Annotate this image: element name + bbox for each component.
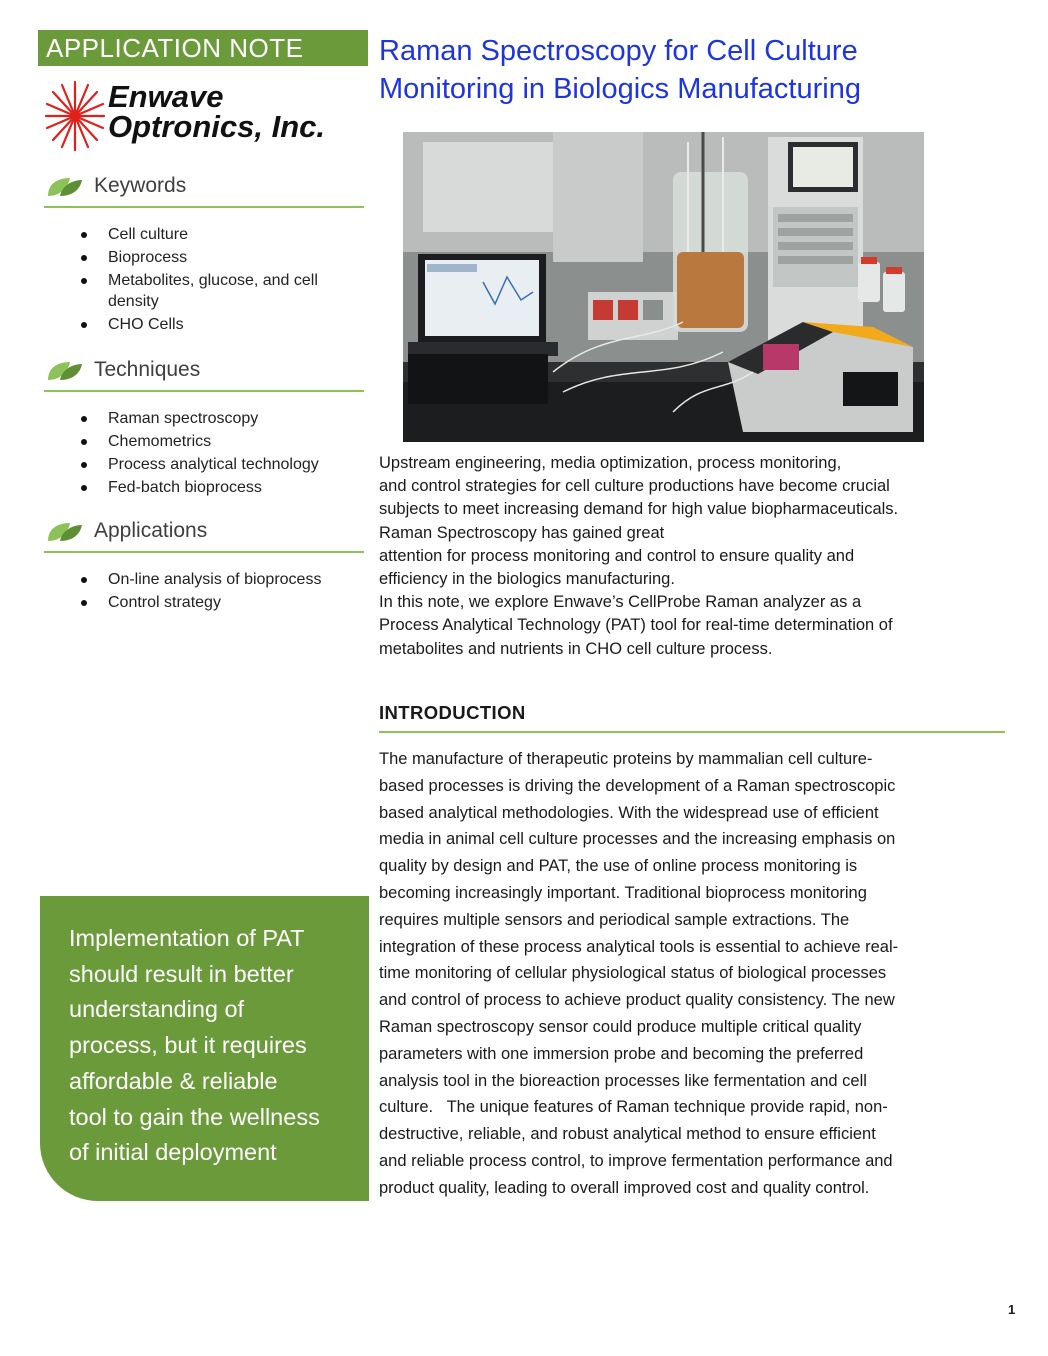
text-line: requires multiple sensors and periodical sample extractions. The (379, 910, 850, 929)
text-line: integration of these process analytical tools is essential to achieve real- (379, 937, 899, 956)
text-line: time monitoring of cellular physiological status of biological processes (379, 964, 887, 983)
text-line: Raman spectroscopy sensor could produce multiple critical quality (379, 1017, 862, 1036)
techniques-section (44, 354, 364, 500)
application-note-banner: APPLICATION NOTE (38, 30, 368, 66)
text-line: parameters with one immersion probe and becoming the preferred (379, 1044, 864, 1063)
text-line: Process Analytical Technology (PAT) tool for real-time determination of (379, 616, 893, 635)
list-item: CHO Cells (44, 314, 364, 335)
text-line: quality by design and PAT, the use of online process monitoring is (379, 857, 858, 876)
list-item-text: Metabolites, glucose, and cell density (108, 272, 318, 310)
callout-line: process, but it requires (69, 1032, 307, 1059)
list-item: Process analytical technology (44, 454, 364, 475)
title-line: Monitoring in Biologics Manufacturing (379, 73, 861, 105)
lab-setup-photo (403, 132, 924, 442)
text-line: based processes is driving the development of a Raman spectroscopic (379, 776, 896, 795)
list-item: Fed-batch bioprocess (44, 477, 364, 498)
document-title (379, 32, 1019, 108)
callout-line: tool to gain the wellness (69, 1103, 320, 1130)
list-item: On-line analysis of bioprocess (44, 569, 364, 590)
text-line: product quality, leading to overall improved cost and quality control. (379, 1178, 870, 1197)
company-name-line2: Optronics, Inc. (108, 109, 326, 144)
keywords-header (44, 170, 364, 208)
text-line: destructive, reliable, and robust analytical method to ensure efficient (379, 1125, 876, 1144)
callout-line: Implementation of PAT (69, 925, 305, 951)
callout-line: affordable & reliable (69, 1067, 278, 1094)
text-line: Raman Spectroscopy has gained great (379, 523, 665, 542)
applications-title: Applications (94, 519, 208, 542)
text-line: metabolites and nutrients in CHO cell culture process. (379, 639, 773, 658)
text-line: analysis tool in the bioreaction processes like fermentation and cell (379, 1071, 867, 1090)
keywords-section (44, 170, 364, 337)
text-line: Upstream engineering, media optimization, process monitoring, (379, 454, 842, 472)
list-item: Control strategy (44, 592, 364, 613)
keywords-title: Keywords (94, 174, 187, 197)
text-line: culture. The unique features of Raman technique provide rapid, non- (379, 1098, 888, 1117)
callout-line: of initial deployment (69, 1139, 277, 1166)
text-line: and reliable process control, to improve fermentation performance and (379, 1151, 893, 1170)
applications-list (44, 569, 364, 613)
callout-line: understanding of (69, 996, 245, 1023)
text-line: attention for process monitoring and control to ensure quality and (379, 546, 855, 565)
page-number: 1 (1008, 1302, 1016, 1317)
title-line: Raman Spectroscopy for Cell Culture (379, 35, 858, 67)
text-line: subjects to meet increasing demand for high value biopharmaceuticals. (379, 500, 899, 519)
text-line: media in animal cell culture processes and the increasing emphasis on (379, 830, 896, 849)
techniques-title: Techniques (94, 358, 201, 381)
list-item: Chemometrics (44, 431, 364, 452)
leaf-icon (46, 360, 84, 382)
company-name (108, 79, 326, 144)
company-logo (44, 78, 374, 158)
applications-section (44, 515, 364, 615)
company-name-line1: Enwave (108, 79, 224, 114)
text-line: and control strategies for cell culture productions have become crucial (379, 477, 890, 496)
callout-line: should result in better (69, 960, 294, 987)
text-line: and control of process to achieve product quality consistency. The new (379, 991, 895, 1010)
techniques-list (44, 408, 364, 498)
techniques-header (44, 354, 364, 392)
starburst-logo-icon (44, 80, 106, 152)
text-line: The manufacture of therapeutic proteins by mammalian cell culture- (379, 750, 873, 768)
list-item (44, 270, 364, 312)
bioreactor-photo-illustration (403, 132, 924, 442)
text-line: efficiency in the biologics manufacturing. (379, 570, 675, 589)
list-item: Bioprocess (44, 247, 364, 268)
keywords-list (44, 224, 364, 335)
introduction-body (379, 746, 1007, 1202)
applications-header (44, 515, 364, 553)
text-line: based analytical methodologies. With the widespread use of efficient (379, 803, 879, 822)
leaf-icon (46, 521, 84, 543)
pat-callout-box (40, 896, 369, 1201)
text-line: In this note, we explore Enwave’s CellProbe Raman analyzer as a (379, 593, 862, 612)
summary-paragraph (379, 452, 1009, 661)
list-item: Raman spectroscopy (44, 408, 364, 429)
leaf-icon (46, 176, 84, 198)
text-line: becoming increasingly important. Traditional bioprocess monitoring (379, 883, 867, 902)
introduction-heading: INTRODUCTION (379, 702, 1005, 733)
list-item: Cell culture (44, 224, 364, 245)
